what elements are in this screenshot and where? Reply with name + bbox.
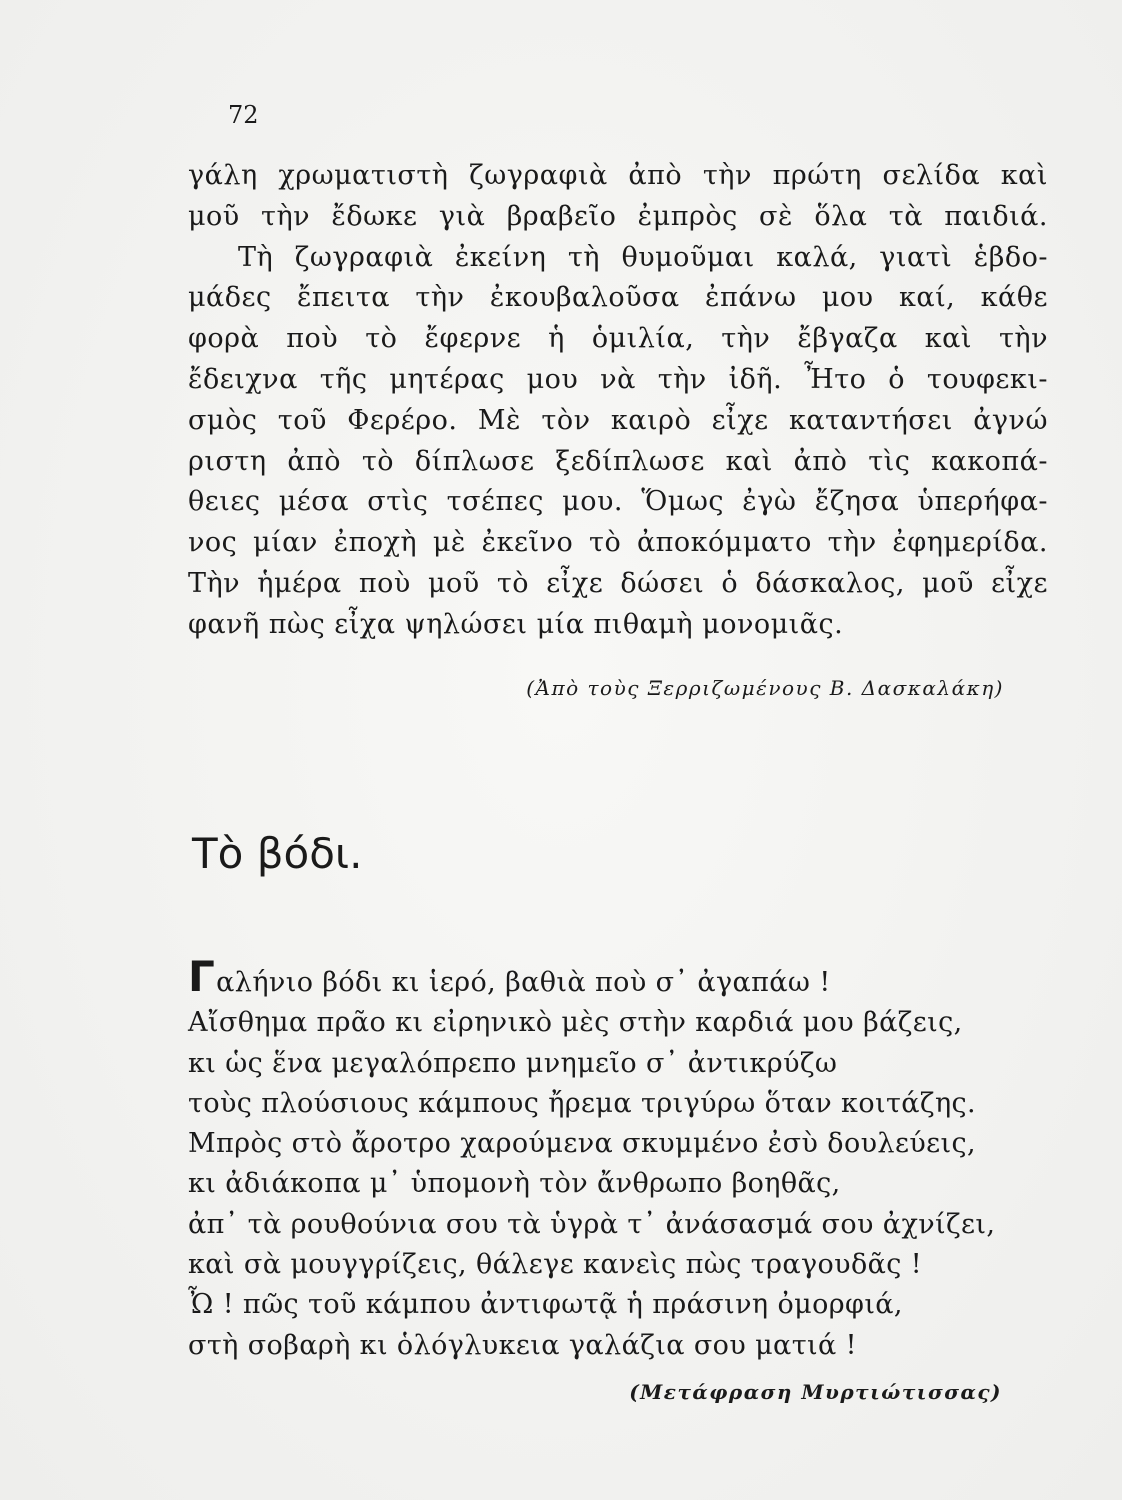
- prose-paragraph: [188, 156, 1048, 646]
- prose-line: θειες μέσα στὶς τσέπες μου. Ὅμως ἐγὼ ἔζησα ὑπερήφα-: [188, 486, 1048, 518]
- prose-line: γάλη χρωματιστὴ ζωγραφιὰ ἀπὸ τὴν πρώτη σελίδα καὶ: [188, 160, 1048, 191]
- prose-line: μοῦ τὴν ἔδωκε γιὰ βραβεῖο ἐμπρὸς σὲ ὅλα τὰ παιδιά.: [188, 200, 1048, 232]
- poem-line: κι ἀδιάκοπα μ᾽ ὑπομονὴ τὸν ἄνθρωπο βοηθᾶς,: [188, 1168, 841, 1200]
- poem-title: Τὸ βόδι.: [192, 829, 363, 878]
- poem-line: ἀπ᾽ τὰ ρουθούνια σου τὰ ὑγρὰ τ᾽ ἀνάσασμά σου ἀχνίζει,: [188, 1208, 996, 1240]
- poem-line-text: αλήνιο βόδι κι ἱερό, βαθιὰ ποὺ σ᾽ ἀγαπάω !: [216, 967, 831, 998]
- poem-line: Αἴσθημα πρᾶο κι εἰρηνικὸ μὲς στὴν καρδιά μου βάζεις,: [188, 1007, 963, 1039]
- poem-dropcap: Γ: [188, 952, 216, 1001]
- prose-line: φανῆ πὼς εἶχα ψηλώσει μία πιθαμὴ μονομιᾶς.: [188, 608, 844, 640]
- prose-source-citation: (Ἀπὸ τοὺς Ξερριζωμένους Β. Δασκαλάκη): [526, 676, 1004, 700]
- prose-line: σμὸς τοῦ Φερέρο. Μὲ τὸν καιρὸ εἶχε καταντήσει ἀγνώ: [188, 404, 1048, 436]
- poem-line: Μπρὸς στὸ ἄροτρο χαρούμενα σκυμμένο ἐσὺ δουλεύεις,: [188, 1128, 977, 1160]
- poem-line: κι ὡς ἕνα μεγαλόπρεπο μνημεῖο σ᾽ ἀντικρύζω: [188, 1047, 838, 1079]
- poem-line: τοὺς πλούσιους κάμπους ἤρεμα τριγύρω ὅταν κοιτάζης.: [188, 1087, 977, 1119]
- page-number: 72: [228, 101, 259, 129]
- prose-line: ἔδειχνα τῆς μητέρας μου νὰ τὴν ἰδῆ. Ἦτο ὁ τουφεκι-: [188, 363, 1048, 395]
- poem-line: στὴ σοβαρὴ κι ὁλόγλυκεια γαλάζια σου ματιά !: [188, 1329, 857, 1361]
- prose-line: Τὴν ἡμέρα ποὺ μοῦ τὸ εἶχε δώσει ὁ δάσκαλος, μοῦ εἶχε: [188, 567, 1048, 599]
- prose-line: φορὰ ποὺ τὸ ἔφερνε ἡ ὁμιλία, τὴν ἔβγαζα καὶ τὴν: [188, 323, 1048, 355]
- prose-line: Τὴ ζωγραφιὰ ἐκείνη τὴ θυμοῦμαι καλά, γιατὶ ἑβδο-: [238, 241, 1048, 273]
- poem-body: [188, 952, 1048, 1366]
- prose-line: μάδες ἔπειτα τὴν ἐκουβαλοῦσα ἐπάνω μου καί, κάθε: [188, 282, 1048, 314]
- poem-line: καὶ σὰ μουγγρίζεις, θάλεγε κανεὶς πὼς τραγουδᾶς !: [188, 1249, 923, 1281]
- prose-line: νος μίαν ἐποχὴ μὲ ἐκεῖνο τὸ ἀποκόμματο τὴν ἐφημερίδα.: [188, 527, 1048, 559]
- poem-line: [188, 952, 1048, 1003]
- prose-line: ριστη ἀπὸ τὸ δίπλωσε ξεδίπλωσε καὶ ἀπὸ τὶς κακοπά-: [188, 445, 1048, 477]
- poem-line: Ὦ ! πῶς τοῦ κάμπου ἀντιφωτᾷ ἡ πράσινη ὀμορφιά,: [188, 1289, 903, 1321]
- translator-credit: (Μετάφραση Μυρτιώτισσας): [629, 1380, 1002, 1404]
